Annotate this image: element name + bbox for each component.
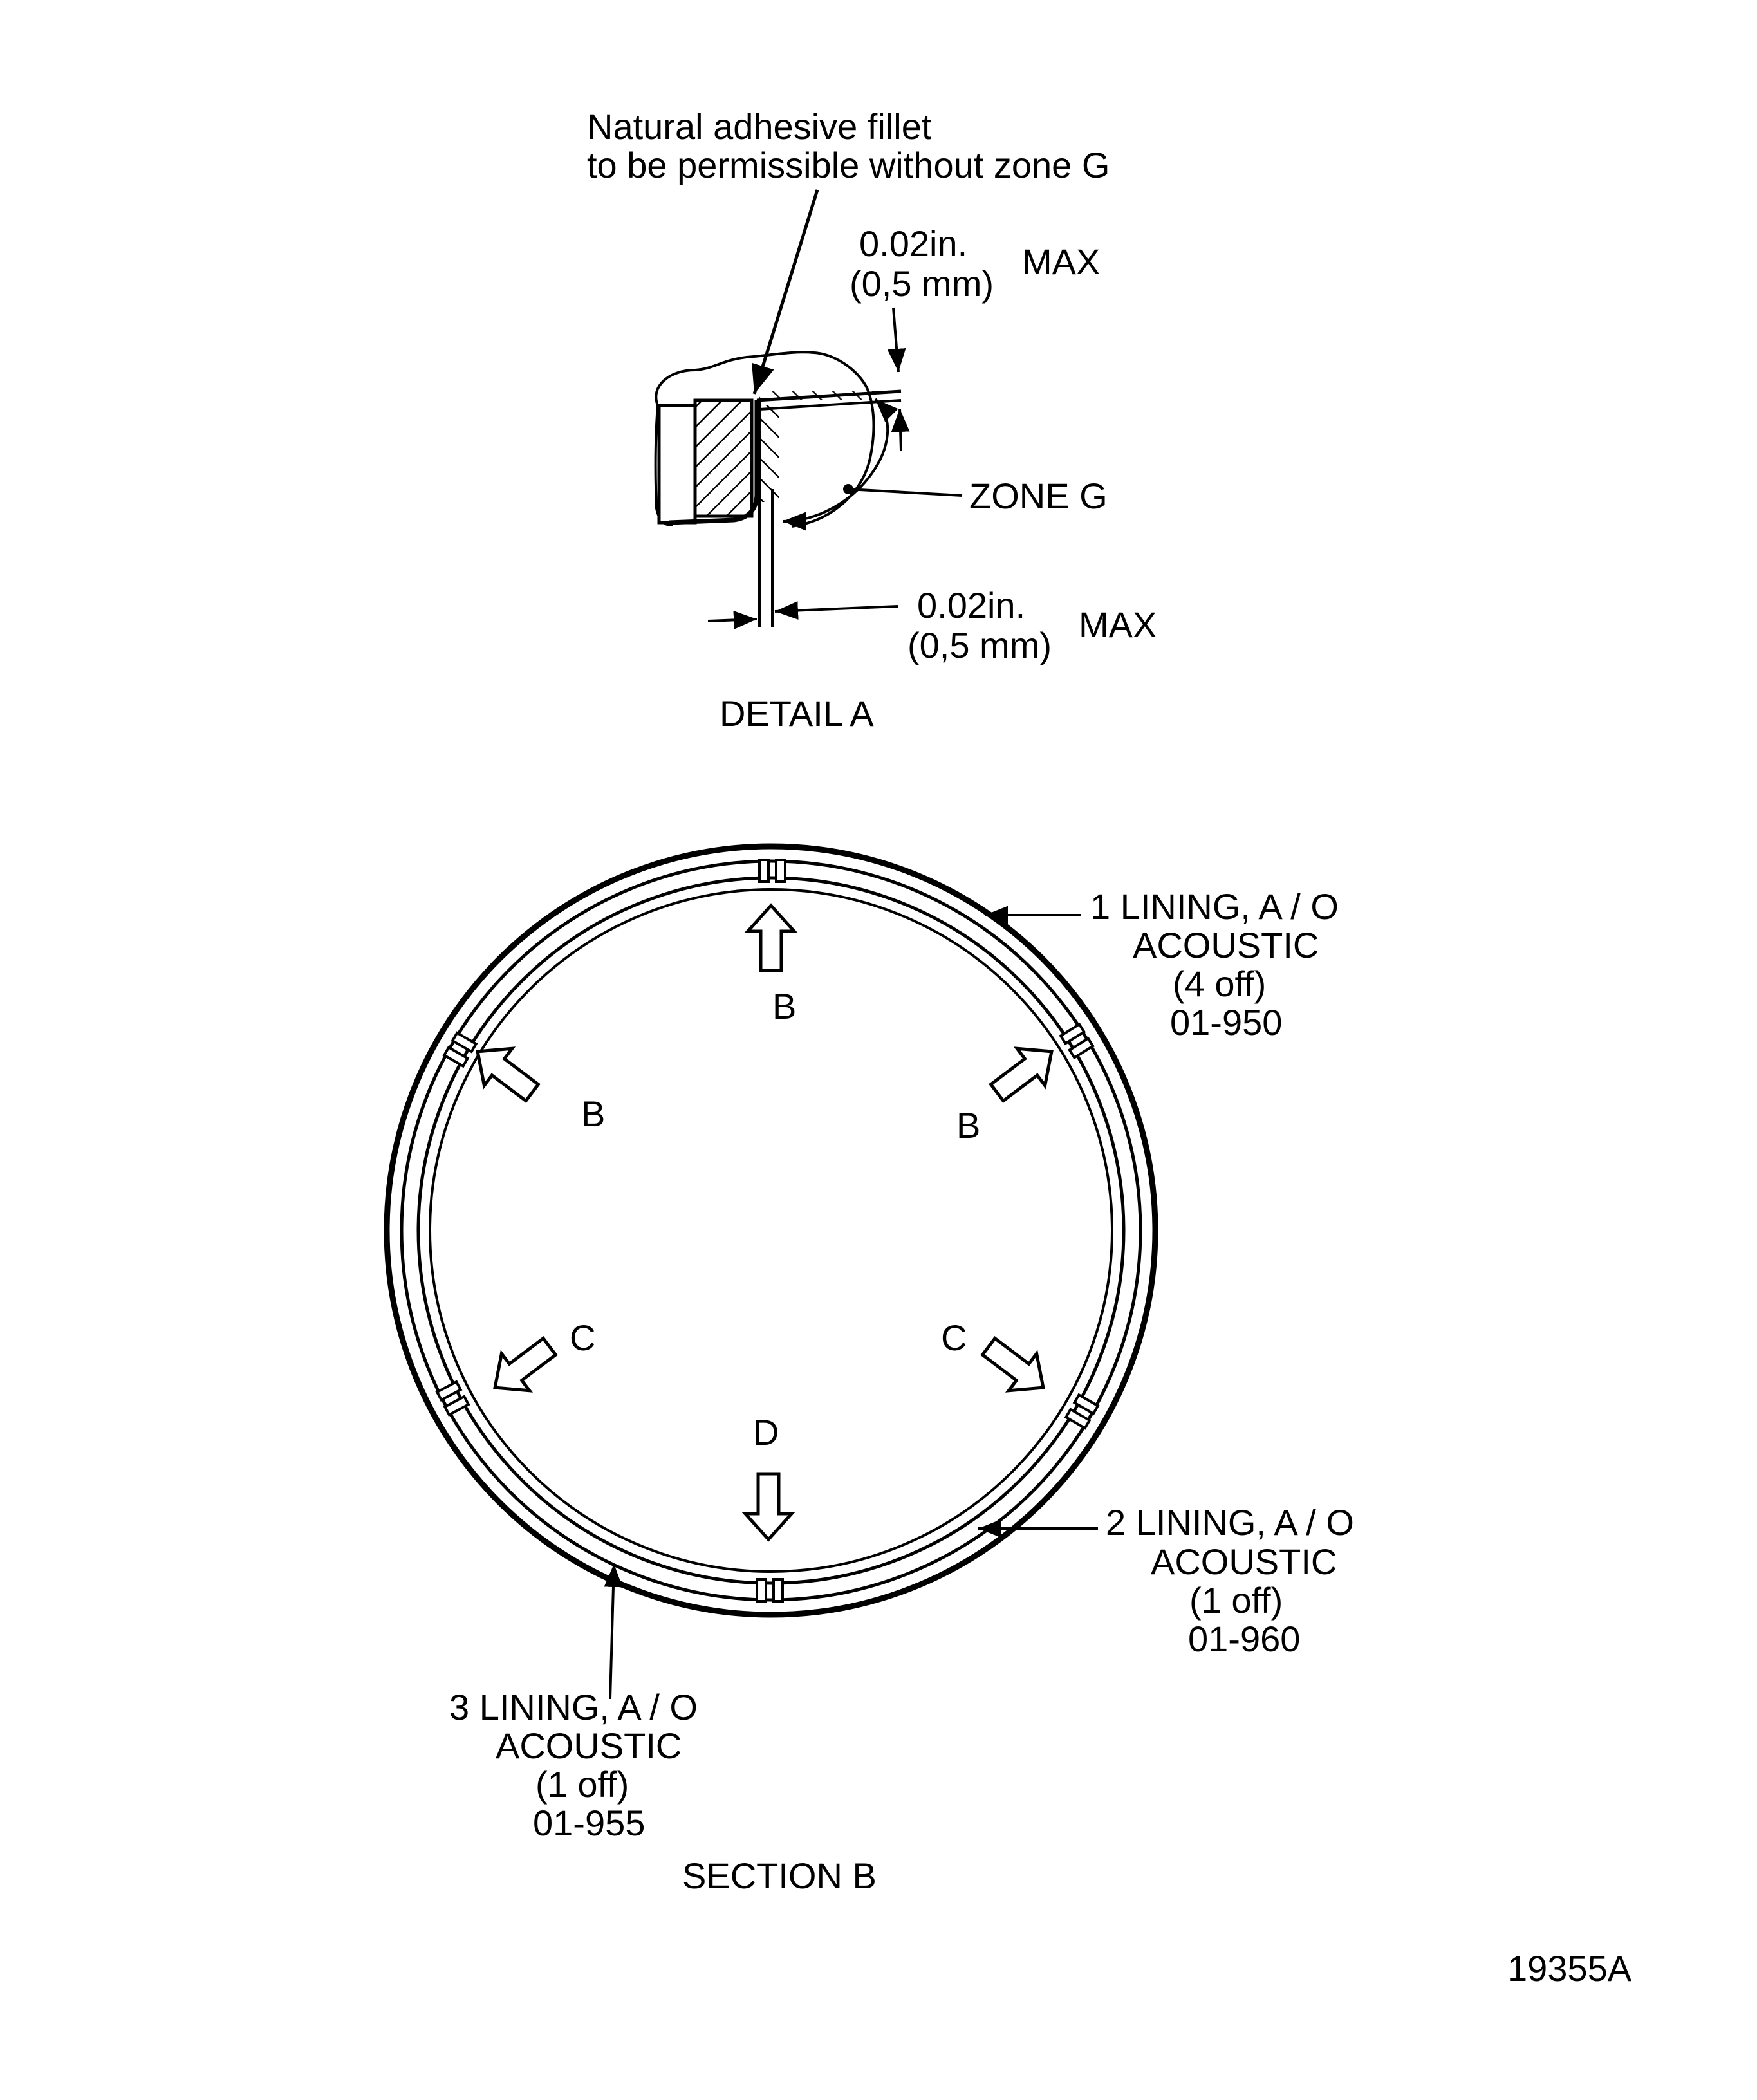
arrow-label-upper-right: B [956, 1105, 981, 1146]
figure-number: 19355A [1507, 1948, 1632, 1989]
callout-1 [1090, 886, 1339, 1043]
dim-top-mm: (0,5 mm) [850, 263, 994, 304]
dim-bot-mm: (0,5 mm) [907, 625, 1052, 665]
callout-3-line4: 01-955 [533, 1803, 646, 1843]
callout-2-line4: 01-960 [1188, 1619, 1301, 1659]
arrow-label-bottom: D [753, 1412, 779, 1453]
callout-3-line3: (1 off) [535, 1764, 629, 1805]
lining-backing [659, 405, 695, 523]
callout-2-line2: ACOUSTIC [1151, 1541, 1337, 1582]
arrow-label-upper-left: B [581, 1093, 606, 1134]
section-title: SECTION B [682, 1855, 877, 1896]
callout-3-leader [610, 1564, 614, 1699]
callout-3 [449, 1687, 698, 1843]
zone-g-label: ZONE G [969, 476, 1108, 516]
dim-bot-line-left [708, 619, 757, 621]
callout-1-line4: 01-950 [1170, 1002, 1283, 1043]
arrow-bottom [745, 1474, 792, 1539]
dim-bot-max: MAX [1079, 604, 1157, 645]
arrow-lower-right [975, 1328, 1057, 1406]
callout-1-line1: 1 LINING, A / O [1090, 886, 1339, 927]
section-b [387, 846, 1354, 1896]
callout-2-line1: 2 LINING, A / O [1106, 1502, 1354, 1543]
arrow-upper-right [983, 1033, 1066, 1111]
callout-3-line2: ACOUSTIC [496, 1725, 682, 1766]
dim-top-arrow-1 [893, 308, 898, 372]
lining-section [695, 400, 752, 516]
zone-g-leader [848, 489, 962, 496]
detail-a [587, 106, 1157, 734]
callout-1-line3: (4 off) [1173, 963, 1267, 1004]
dim-top-in: 0.02in. [859, 223, 968, 264]
arrow-top [748, 906, 794, 971]
arrow-label-top: B [772, 986, 797, 1027]
arrow-lower-left [481, 1328, 563, 1406]
callout-2 [1106, 1502, 1354, 1659]
dim-top-max: MAX [1022, 241, 1101, 282]
callout-1-line2: ACOUSTIC [1133, 925, 1319, 965]
callout-3-line1: 3 LINING, A / O [449, 1687, 698, 1727]
dim-top-arrow-2 [900, 409, 901, 451]
detail-title: DETAIL A [720, 693, 874, 734]
arrow-label-lower-right: C [941, 1317, 967, 1358]
detail-note-line1: Natural adhesive fillet [587, 106, 932, 147]
detail-note-line2: to be permissible without zone G [587, 145, 1110, 185]
zone-g-arc [783, 399, 888, 521]
inner-ring [430, 889, 1112, 1572]
callout-2-line3: (1 off) [1189, 1580, 1283, 1621]
arrow-label-lower-left: C [570, 1317, 596, 1358]
dim-bot-in: 0.02in. [917, 585, 1026, 626]
note-leader [754, 190, 817, 394]
panel-hatch [759, 391, 875, 400]
adhesive-fillet [759, 405, 779, 502]
dim-bot-line-right [775, 606, 898, 611]
